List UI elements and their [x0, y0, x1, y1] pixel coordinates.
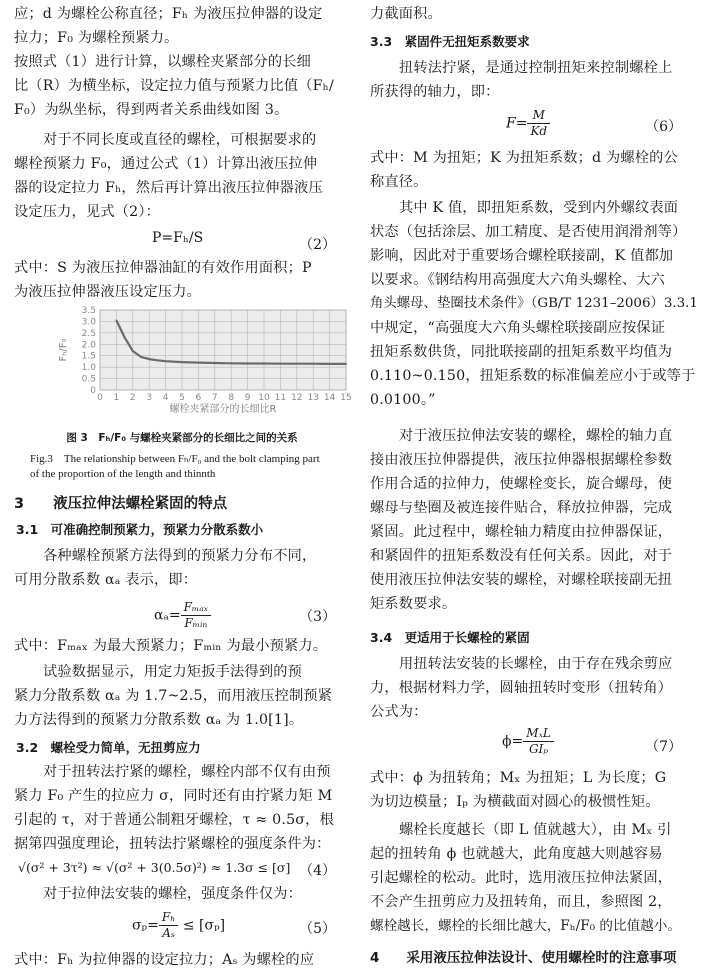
equation-3: [14, 598, 350, 634]
chart-x-tick-label: 2: [129, 393, 136, 403]
left-para-1: [14, 2, 350, 122]
equation-6-denominator: Kd: [530, 124, 548, 138]
left-para-8: [14, 882, 350, 906]
equation-6-number: （6）: [645, 119, 682, 135]
text-line: 接由液压拉伸器提供，液压拉伸器根据螺栓参数: [370, 452, 673, 468]
equation-6-numerator: M: [527, 108, 550, 124]
left-para-3: [14, 256, 350, 304]
chart-x-tick-label: 14: [323, 393, 336, 403]
chart-data-point: [165, 360, 167, 362]
text-line: 矩系数要求。: [370, 596, 457, 612]
chart-data-point: [329, 363, 331, 365]
text-line: 式中：Fₕ 为拉伸器的设定拉力；Aₛ 为螺栓的应: [14, 952, 315, 968]
equation-6-lhs: F=: [506, 115, 528, 132]
left-para-7: [14, 760, 350, 856]
chart-y-tick-label: 0.5: [81, 374, 96, 385]
text-line: 可用分散系数 αₐ 表示，即：: [14, 572, 198, 588]
text-line: 式中：M 为扭矩；K 为扭矩系数；d 为螺栓的公: [370, 150, 678, 166]
text-line: 式中：Fₘₐₓ 为最大预紧力；Fₘᵢₙ 为最小预紧力。: [14, 638, 328, 654]
text-line: 扭转法拧紧，是通过控制扭矩来控制螺栓上: [399, 60, 673, 76]
chart-y-axis-label: Fₕ/F₀: [58, 338, 69, 362]
right-para-8: [370, 818, 696, 938]
chart-data-point: [181, 361, 183, 363]
right-para-5: [370, 424, 696, 616]
chart-data-point: [148, 358, 150, 360]
text-line: 0.110~0.150，扭矩系数的标准偏差应小于或等于: [370, 368, 696, 384]
equation-3-lhs: αₐ=: [154, 607, 181, 624]
text-line: 式中：ϕ 为扭转角；Mₓ 为扭矩；L 为长度；G: [370, 770, 667, 786]
chart-data-point: [230, 362, 232, 364]
text-line: 对于扭转法拧紧的螺栓，螺栓内部不仅有由预: [43, 764, 331, 780]
right-para-6: [370, 652, 696, 724]
equation-7-numerator: MₓL: [523, 726, 554, 742]
right-para-7: [370, 766, 696, 814]
text-line: 螺栓长度越长（即 L 值就越大），由 Mₓ 引: [399, 822, 672, 838]
left-para-6: [14, 660, 350, 732]
equation-6-fraction: [527, 108, 550, 139]
text-line: 应；d 为螺栓公称直径；Fₕ 为液压拉伸器的设定: [14, 6, 323, 22]
figure-3-chart: [54, 304, 354, 416]
chart-x-tick-label: 9: [244, 393, 251, 403]
chart-plot-area: [100, 310, 346, 390]
text-line: 对于拉伸法安装的螺栓，强度条件仅为：: [43, 886, 302, 902]
chart-x-tick-label: 6: [195, 393, 202, 403]
chart-data-point: [247, 363, 249, 365]
text-line: F₀）为纵坐标，得到两者关系曲线如图 3。: [14, 102, 289, 118]
text-line: 影响，因此对于重要场合螺栓联接副，K 值都加: [370, 248, 674, 264]
equation-6: [370, 108, 696, 144]
text-line: 以要求。《钢结构用高强度大六角头螺栓、大六: [370, 272, 666, 288]
chart-data-point: [280, 363, 282, 365]
chart-x-tick-label: 12: [291, 393, 303, 403]
text-line: 螺母与垫圈及被连接件贴合，释放拉伸器，完成: [370, 500, 673, 516]
left-para-9: [14, 948, 350, 972]
equation-5-numerator: Fₕ: [159, 910, 179, 926]
figure-3: [14, 304, 350, 416]
chart-x-tick-label: 1: [113, 393, 120, 403]
text-line: 0.0100。”: [370, 392, 436, 408]
text-line: 为切边模量；Iₚ 为横截面对圆心的极惯性矩。: [370, 794, 660, 810]
text-line: 公式为：: [370, 704, 428, 720]
figure-3-caption-en: Fig.3 The relationship between Fₕ/F₀ and the bolt clamping part of the proportion of the length and thinnth: [30, 453, 320, 480]
text-line: 设定压力，见式（2）：: [14, 204, 161, 220]
equation-3-denominator: Fₘᵢₙ: [184, 616, 208, 630]
chart-y-tick-label: 1.5: [81, 351, 96, 362]
equation-7-denominator: GIₚ: [528, 742, 549, 756]
chart-x-tick-label: 0: [97, 393, 103, 403]
chart-x-tick-label: 15: [340, 393, 352, 403]
equation-5-rhs: ≤ [σₚ]: [182, 917, 226, 934]
chart-data-point: [116, 319, 118, 321]
chart-y-tick-label: 1.0: [81, 363, 96, 374]
left-para-4: [14, 544, 350, 592]
text-line: 对于不同长度或直径的螺栓，可根据要求的: [43, 132, 317, 148]
text-line: 引起螺栓的松动。此时，选用液压拉伸法紧固，: [370, 870, 673, 886]
equation-3-body: [154, 600, 211, 631]
equation-5: [14, 908, 350, 944]
chart-data-point: [140, 356, 142, 358]
chart-data-point: [345, 363, 347, 365]
section-3-4-heading: 3.4 更适用于长螺栓的紧固: [370, 630, 530, 645]
chart-data-point: [312, 363, 314, 365]
equation-7-number: （7）: [645, 739, 682, 755]
text-line: 不会产生扭剪应力及扭转角，而且，参照图 2，: [370, 894, 672, 910]
text-line: 力方法得到的预紧力分散系数 αₐ 为 1.0[1]。: [14, 712, 304, 728]
chart-x-tick-label: 3: [146, 393, 153, 403]
text-line: 螺栓预紧力 F₀，通过公式（1）计算出液压拉伸: [14, 156, 318, 172]
text-line: 角头螺母、垫圈技术条件》（GB/T 1231–2006）3.3.1: [370, 296, 698, 311]
chart-x-tick-label: 10: [258, 393, 270, 403]
text-line: 其中 K 值，即扭矩系数，受到内外螺纹表面: [399, 200, 679, 216]
chart-data-point: [132, 350, 134, 352]
section-3-3-heading: 3.3 紧固件无扭矩系数要求: [370, 34, 530, 49]
chart-x-tick-label: 11: [274, 393, 287, 403]
section-3-heading: 3 液压拉伸法螺栓紧固的特点: [14, 496, 228, 512]
text-line: 作用合适的拉伸力，使螺栓变长，旋合螺母，使: [370, 476, 673, 492]
text-line: 使用液压拉伸法安装的螺栓，对螺栓联接副无扭: [370, 572, 673, 588]
equation-2-body: P=Fₕ/S: [152, 230, 204, 246]
text-line: 引起的 τ，对于普通公制粗牙螺栓，τ ≈ 0.5σ，根: [14, 812, 334, 828]
equation-5-denominator: Aₛ: [162, 926, 176, 940]
equation-4-body: √(σ² + 3τ²) ≈ √(σ² + 3(0.5σ)²) ≈ 1.3σ ≤ [σ]: [18, 860, 291, 875]
figure-3-caption-zh: 图 3 Fₕ/F₀ 与螺栓夹紧部分的长细比之间的关系: [66, 432, 298, 444]
text-line: 称直径。: [370, 174, 428, 190]
left-para-2: [14, 128, 350, 224]
equation-6-body: [506, 108, 550, 139]
right-para-4: [370, 196, 696, 412]
left-para-5: [14, 634, 350, 658]
right-para-2: [370, 56, 696, 104]
chart-x-tick-label: 5: [179, 393, 185, 403]
chart-data-point: [263, 363, 265, 365]
equation-3-numerator: Fₘₐₓ: [181, 600, 211, 616]
section-4-heading: 4 采用液压拉伸法设计、使用螺栓时的注意事项: [370, 950, 677, 966]
equation-5-body: [132, 910, 225, 941]
text-line: 螺栓越长，螺栓的长细比越大，Fₕ/F₀ 的比值越小。: [370, 918, 681, 934]
equation-7-lhs: ϕ=: [502, 733, 524, 750]
equation-3-fraction: [181, 600, 211, 631]
section-3-1-heading: 3.1 可准确控制预紧力，预紧力分散系数小: [16, 522, 264, 537]
text-line: 状态（包括涂层、加工精度、是否使用润滑剂等）: [370, 224, 687, 240]
text-line: 拉力；F₀ 为螺栓预紧力。: [14, 30, 179, 46]
chart-data-point: [124, 337, 126, 339]
text-line: 各种螺栓预紧方法得到的预紧力分布不同，: [43, 548, 317, 564]
text-line: 和紧固件的扭矩系数没有任何关系。因此，对于: [370, 548, 673, 564]
text-line: 力，根据材料力学，圆轴扭转时变形（扭转角）: [370, 680, 673, 696]
text-line: 中规定，“高强度大六角头螺栓联接副应按保证: [370, 320, 666, 336]
text-line: 紧力 F₀ 产生的拉应力 σ，同时还有由拧紧力矩 M: [14, 788, 333, 804]
equation-7-body: [502, 726, 554, 757]
equation-3-number: （3）: [299, 609, 336, 625]
text-line: 紧力分散系数 αₐ 为 1.7~2.5，而用液压控制预紧: [14, 688, 333, 704]
equation-5-fraction: [159, 910, 179, 941]
chart-y-tick-label: 3.0: [81, 317, 96, 328]
chart-y-tick-label: 2.5: [81, 328, 96, 339]
chart-x-tick-label: 13: [307, 393, 319, 403]
section-3-2-heading: 3.2 螺栓受力简单，无扭剪应力: [16, 740, 201, 755]
text-line: 试验数据显示，用定力矩扳手法得到的预: [43, 664, 302, 680]
text-line: 器的设定拉力 Fₕ，然后再计算出液压拉伸器液压: [14, 180, 323, 196]
chart-data-point: [296, 363, 298, 365]
chart-x-tick-label: 8: [228, 393, 235, 403]
chart-data-point: [214, 362, 216, 364]
equation-5-number: （5）: [299, 921, 336, 937]
equation-7: [370, 726, 696, 762]
text-line: 用扭转法安装的长螺栓，由于存在残余剪应: [399, 656, 673, 672]
text-line: 起的扭转角 ϕ 也就越大，此角度越大则越容易: [370, 846, 663, 862]
chart-y-tick-label: 3.5: [81, 306, 96, 316]
text-line: 式中：S 为液压拉伸器油缸的有效作用面积；P: [14, 260, 312, 276]
chart-data-point: [157, 359, 159, 361]
right-para-1: [370, 2, 696, 26]
text-line: 所获得的轴力，即：: [370, 84, 500, 100]
text-line: 扭矩系数供货，同批联接副的扭矩系数平均值为: [370, 344, 673, 360]
chart-y-tick-label: 2.0: [81, 340, 96, 351]
text-line: 据第四强度理论，扭转法拧紧螺栓的强度条件为：: [14, 836, 331, 852]
text-line: 比（R）为横坐标，设定拉力值与预紧力比值（Fₕ/: [14, 78, 334, 94]
text-line: 对于液压拉伸法安装的螺栓，螺栓的轴力直: [399, 428, 673, 444]
right-para-3: [370, 146, 696, 194]
equation-5-lhs: σₚ=: [132, 917, 159, 934]
equation-4-number: （4）: [299, 863, 336, 879]
text-line: 按照式（1）进行计算，以螺栓夹紧部分的长细: [14, 54, 311, 70]
equation-2-number: （2）: [299, 237, 336, 253]
chart-x-tick-label: 4: [162, 393, 169, 403]
equation-7-fraction: [523, 726, 554, 757]
text-line: 紧固。此过程中，螺栓轴力精度由拉伸器保证，: [370, 524, 673, 540]
chart-x-axis-label: 螺栓夹紧部分的长细比R: [169, 404, 277, 415]
chart-x-tick-label: 7: [211, 393, 218, 403]
text-line: 力截面积。: [370, 6, 442, 22]
chart-y-tick-label: 0: [90, 386, 96, 396]
text-line: 为液压拉伸器液压设定压力。: [14, 284, 202, 300]
chart-data-point: [198, 362, 200, 364]
